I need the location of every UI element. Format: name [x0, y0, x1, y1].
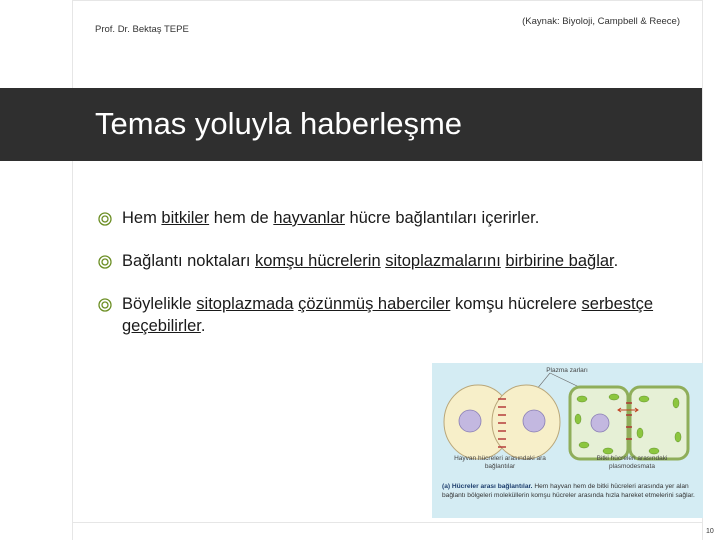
- bullet-text: Hem bitkiler hem de hayvanlar hücre bağlantıları içerirler.: [122, 209, 540, 227]
- plasma-membrane-label: Plazma zarları: [546, 367, 588, 374]
- bullet-item: [98, 207, 688, 229]
- plant-cells-label: Bitki hücreleri arasındaki plasmodesmata: [596, 455, 668, 470]
- circle-target-bullet-icon: [98, 212, 112, 226]
- source-citation: (Kaynak: Biyoloji, Campbell & Reece): [522, 16, 680, 27]
- underlined-term: birbirine bağlar: [505, 252, 614, 270]
- underlined-term: çözünmüş haberciler: [298, 295, 451, 313]
- underlined-term: sitoplazmalarını: [385, 252, 501, 270]
- bullet-item: [98, 293, 688, 337]
- underlined-term: bitkiler: [161, 209, 210, 227]
- figure-caption: (a) Hücreler arası bağlantılar. Hem hayvan hem de bitki hücreleri arasında yer alan bağlantı bölgeleri moleküllerin komşu hücreler arasında hızla hareket etmelerini sağlar.: [442, 483, 695, 499]
- underlined-term: komşu hücrelerin: [255, 252, 381, 270]
- underlined-term: serbestçe geçebilirler: [122, 295, 654, 335]
- slide-title: Temas yoluyla haberleşme: [95, 106, 463, 141]
- circle-target-bullet-icon: [98, 298, 112, 312]
- animal-cells-label: Hayvan hücreleri arasındaki ara bağlantılar: [454, 455, 546, 470]
- underlined-term: hayvanlar: [273, 209, 345, 227]
- bullet-item: [98, 250, 688, 272]
- page-number: 10: [706, 528, 714, 535]
- slide-frame-bottom: [72, 522, 703, 523]
- cell-junction-figure: [432, 363, 703, 518]
- slide-frame-top: [72, 0, 703, 1]
- bullet-text: Bağlantı noktaları komşu hücrelerin sitoplazmalarını birbirine bağlar.: [122, 252, 619, 270]
- author-name: Prof. Dr. Bektaş TEPE: [95, 24, 189, 35]
- slide-frame-left: [72, 0, 73, 540]
- bullet-list: [98, 207, 688, 358]
- circle-target-bullet-icon: [98, 255, 112, 269]
- bullet-text: Böylelikle sitoplazmada çözünmüş haberciler komşu hücrelere serbestçe geçebilirler.: [122, 295, 654, 335]
- underlined-term: sitoplazmada: [196, 295, 294, 313]
